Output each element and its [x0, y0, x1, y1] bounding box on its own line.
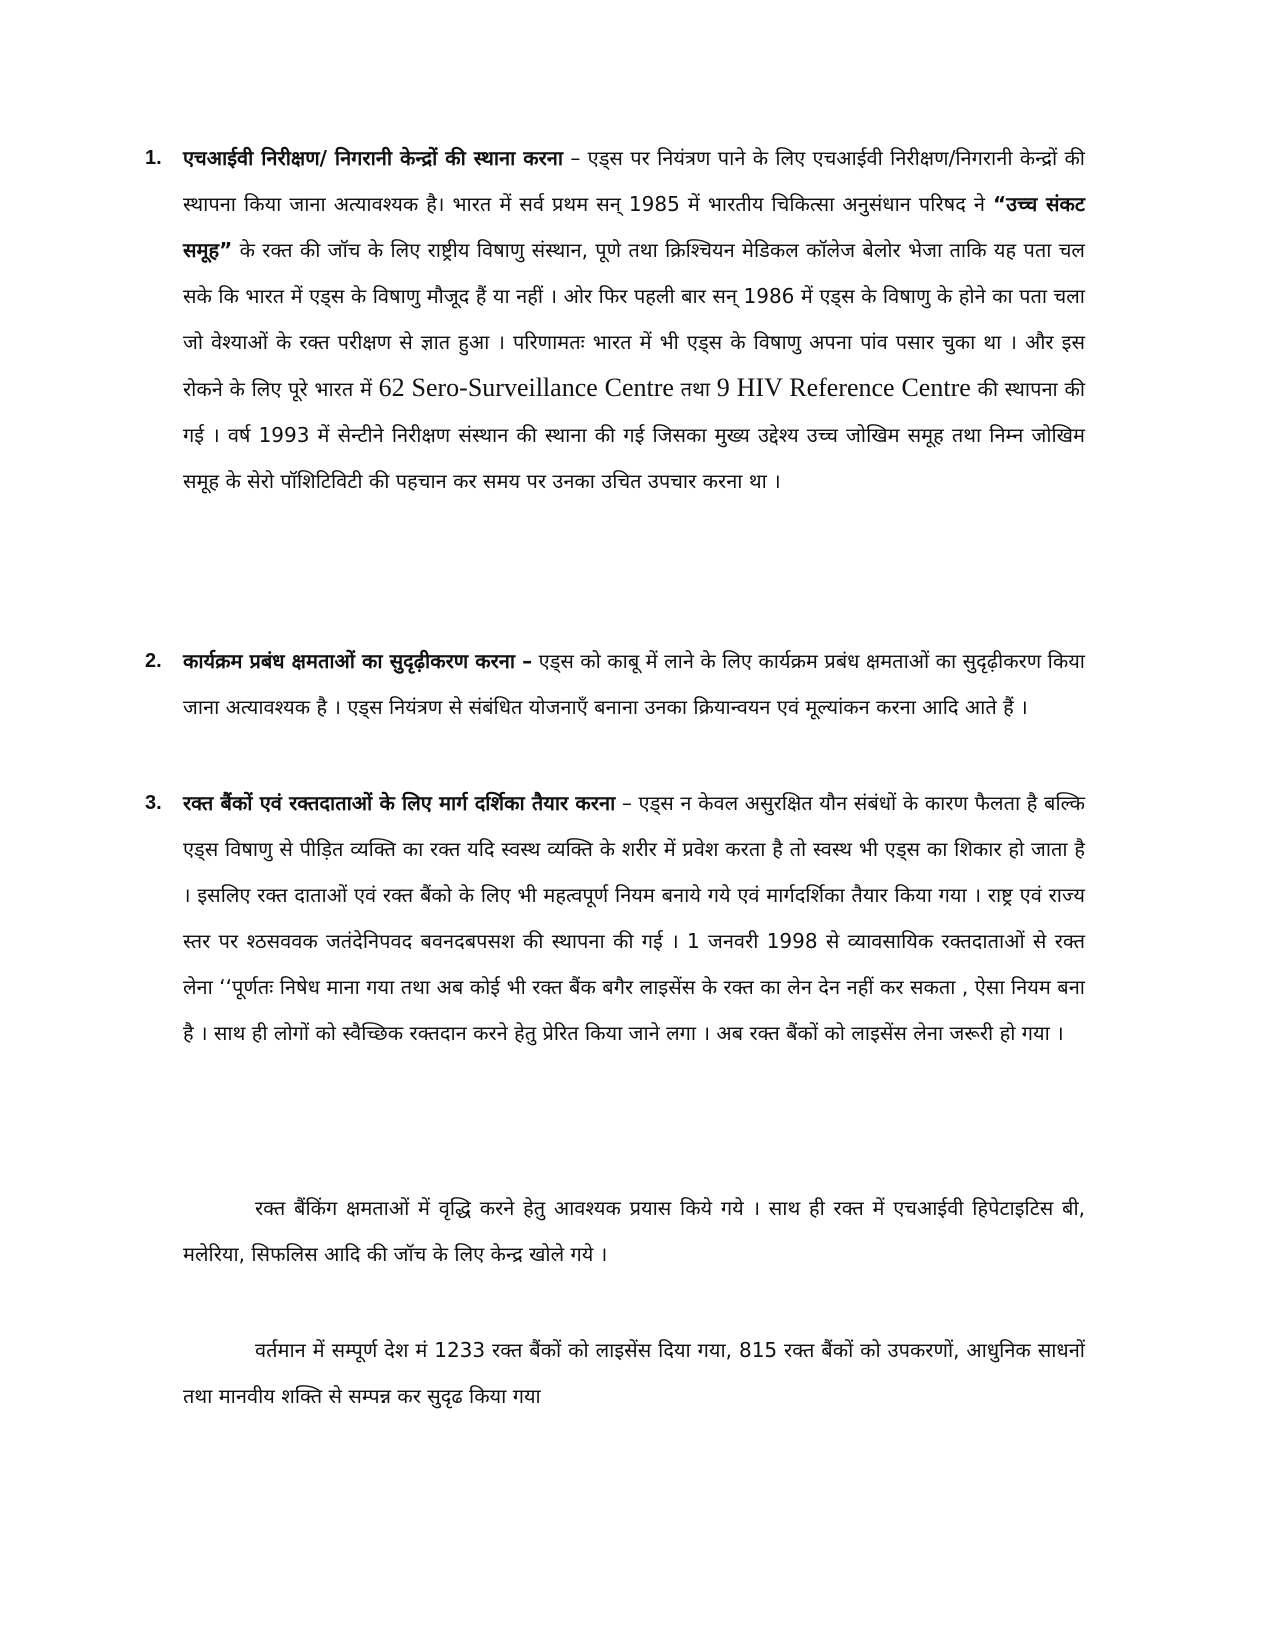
body-text: एड्स को काबू में लाने के लिए कार्यक्रम प्रबंध क्षमताओं का सुदृढ़ीकरण किया जाना अत्यावश्यक है । एड्स नियंत्रण से संबंधित योजनाएँ बनाना उनका क्रियान्वयन एवं मूल्यांकन करना आदि आते हैं । [183, 649, 1085, 719]
body-text: तथा [673, 377, 717, 401]
list-item-body [183, 638, 1085, 730]
body-text: के रक्त की जॉच के लिए राष्ट्रीय विषाणु संस्थान, पूणे तथा क्रिश्चियन मेडिकल कॉलेज बेलोर भेजा ताकि यह पता चल सके कि भारत में एड्स के विषाणु मौजूद हैं या नहीं । ओर फिर पहली बार सन् 1986 में एड्स के विषाणु के होने का पता चला जो वेश्याओं के रक्त परीक्षण से ज्ञात हुआ । परिणामतः भारत में भी एड्स के विषाणु अपना पांव पसार चुका था । और इस रोकने के लिए पूरे भारत में [183, 238, 1085, 401]
latin-phrase: 9 HIV Reference Centre [716, 373, 971, 402]
list-number: 2. [145, 650, 162, 672]
list-item-3 [145, 780, 1085, 1056]
list-item-2 [145, 638, 1085, 730]
list-item-body [183, 135, 1085, 504]
list-item-1 [145, 135, 1085, 504]
body-text: – एड्स न केवल असुरक्षित यौन संबंधों के कारण फैलता है बल्कि एड्स विषाणु से पीड़ित व्यक्ति का रक्त यदि स्वस्थ व्यक्ति के शरीर में प्रवेश करता है तो स्वस्थ भी एड्स का शिकार हो जाता है । इसलिए रक्त दाताओं एवं रक्त बैंको के लिए भी महत्वपूर्ण नियम बनाये गये एवं मार्गदर्शिका तैयार किया गया । राष्ट्र एवं राज्य स्तर पर श्ठसववक जतंदेनिपवद बवनदबपसश की स्थापना की गई । 1 जनवरी 1998 से व्यावसायिक रक्तदाताओं से रक्त लेना ‘‘पूर्णतः निषेध माना गया तथा अब कोई भी रक्त बैंक बगैर लाइसेंस के रक्त का लेन देन नहीं कर सकता , ऐसा नियम बना है । साथ ही लोगों को स्वैच्छिक रक्तदान करने हेतु प्रेरित किया जाने लगा । अब रक्त बैंकों को लाइसेंस लेना जरूरी हो गया । [183, 791, 1086, 1045]
paragraph-licensing: वर्तमान में सम्पूर्ण देश मं 1233 रक्त बैंकों को लाइसेंस दिया गया, 815 रक्त बैंकों को उपकरणों, आधुनिक साधनों तथा मानवीय शक्ति से सम्पन्न कर सुदृढ किया गया [183, 1338, 1085, 1408]
item-heading: एचआईवी निरीक्षण/ निगरानी केन्द्रों की स्थाना करना [183, 146, 564, 170]
item-heading: रक्त बैंकों एवं रक्तदाताओं के लिए मार्ग दर्शिका तैयार करना [183, 791, 616, 815]
list-item-body [183, 780, 1085, 1056]
body-text: – एड्स पर नियंत्रण पाने के लिए एचआईवी निरीक्षण/निगरानी केन्द्रों की स्थापना किया जाना अत्यावश्यक है। भारत में सर्व प्रथम सन् 1985 में भारतीय चिकित्सा अनुसंधान परिषद ने [183, 146, 1085, 216]
latin-phrase: 62 Sero-Surveillance Centre [378, 373, 674, 402]
paragraph-blood-banking: रक्त बैंकिंग क्षमताओं में वृद्धि करने हेतु आवश्यक प्रयास किये गये । साथ ही रक्त में एचआईवी हिपेटाइटिस बी, मलेरिया, सिफलिस आदि की जॉच के लिए केन्द्र खोले गये । [183, 1196, 1085, 1266]
item-heading: कार्यक्रम प्रबंध क्षमताओं का सुदृढ़ीकरण करना – [183, 649, 533, 673]
list-number: 1. [145, 147, 162, 169]
list-number: 3. [145, 792, 162, 814]
body-text: की स्थापना की गई । वर्ष 1993 में सेन्टीने निरीक्षण संस्थान की स्थाना की गई जिसका मुख्य उद्देश्य उच्च जोखिम समूह तथा निम्न जोखिम समूह के सेरो पॉशिटिविटी की पहचान कर समय पर उनका उचित उपचार करना था । [183, 377, 1085, 493]
quoted-term: “उच्च संकट समूह” [183, 192, 1085, 262]
